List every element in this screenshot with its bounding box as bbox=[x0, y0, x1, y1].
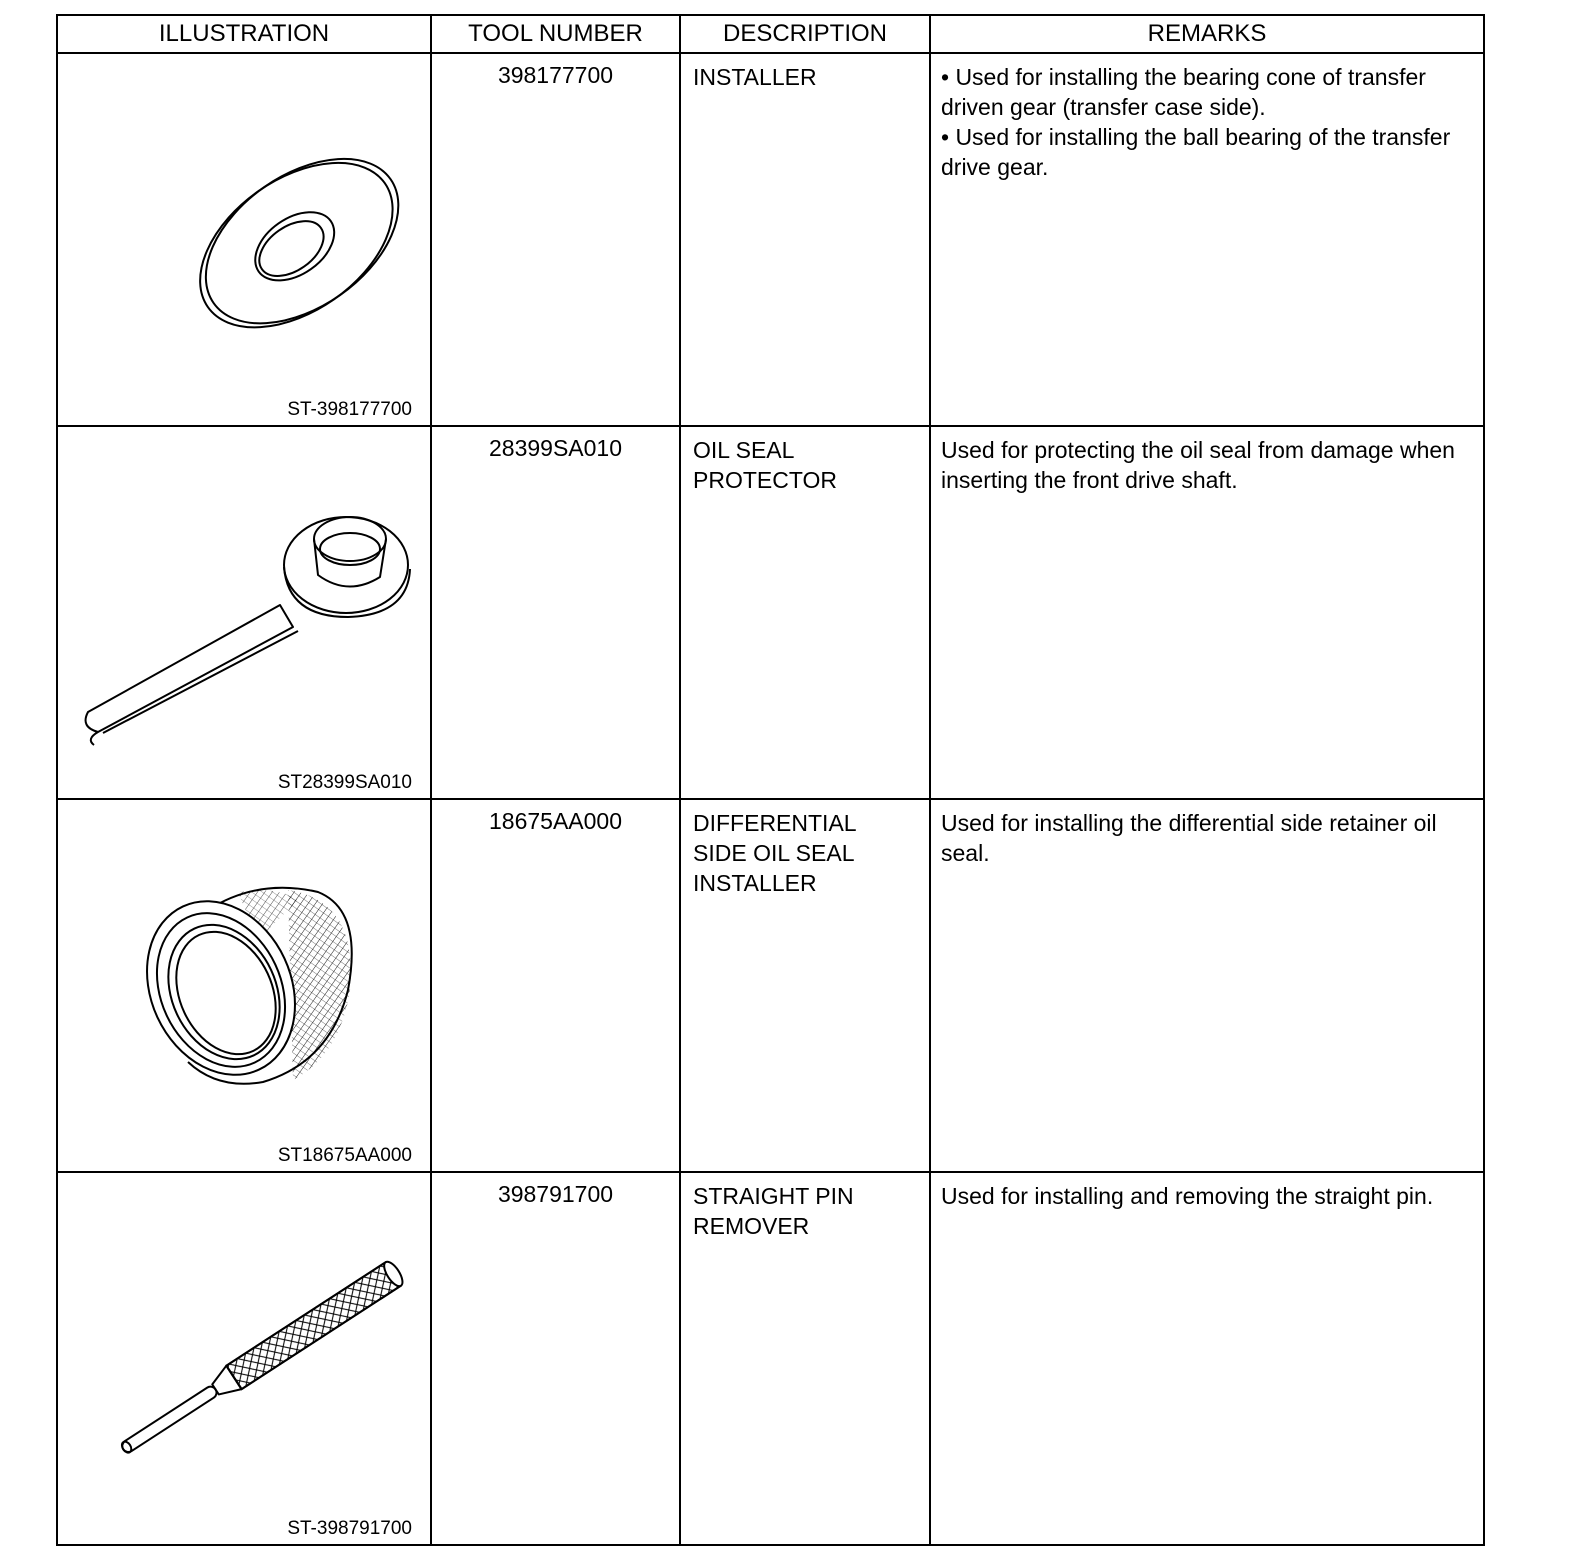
description-cell bbox=[680, 1172, 930, 1545]
tool-number: 18675AA000 bbox=[431, 799, 680, 1172]
illustration-code: ST-398791700 bbox=[287, 1518, 412, 1539]
illustration-cell bbox=[57, 1172, 431, 1545]
table-row bbox=[57, 1172, 1484, 1545]
pin-punch-icon bbox=[58, 1173, 432, 1536]
illustration-cell bbox=[57, 53, 431, 426]
header-row bbox=[57, 15, 1484, 53]
remark-item: Used for installing the differential side retainer oil seal. bbox=[941, 810, 1437, 866]
description-line: PROTECTOR bbox=[693, 467, 837, 493]
oil-seal-protector-icon bbox=[58, 427, 432, 790]
description-line: INSTALLER bbox=[693, 870, 817, 896]
description-line: SIDE OIL SEAL bbox=[693, 840, 855, 866]
description-line: DIFFERENTIAL bbox=[693, 810, 857, 836]
description-cell bbox=[680, 53, 930, 426]
remark-item: • Used for installing the bearing cone of transfer driven gear (transfer case side). bbox=[941, 64, 1426, 120]
description-line: REMOVER bbox=[693, 1213, 810, 1239]
remark-item: Used for protecting the oil seal from damage when inserting the front drive shaft. bbox=[941, 437, 1455, 493]
header-remarks: REMARKS bbox=[930, 15, 1484, 53]
table-row bbox=[57, 799, 1484, 1172]
description-line: INSTALLER bbox=[693, 64, 817, 90]
knurled-seal-installer-icon bbox=[58, 800, 432, 1163]
table-row bbox=[57, 53, 1484, 426]
description-line: STRAIGHT PIN bbox=[693, 1183, 854, 1209]
tool-number: 398177700 bbox=[431, 53, 680, 426]
tool-number: 398791700 bbox=[431, 1172, 680, 1545]
description-cell bbox=[680, 426, 930, 799]
table-row bbox=[57, 426, 1484, 799]
illustration-cell bbox=[57, 799, 431, 1172]
remarks-cell bbox=[930, 799, 1484, 1172]
remarks-cell bbox=[930, 426, 1484, 799]
remarks-cell bbox=[930, 53, 1484, 426]
remark-item: Used for installing and removing the straight pin. bbox=[941, 1183, 1434, 1209]
header-tool-number: TOOL NUMBER bbox=[431, 15, 680, 53]
illustration-code: ST18675AA000 bbox=[277, 1145, 412, 1166]
illustration-code: ST28399SA010 bbox=[277, 772, 412, 793]
remarks-cell bbox=[930, 1172, 1484, 1545]
header-illustration: ILLUSTRATION bbox=[57, 15, 431, 53]
illustration-code: ST-398177700 bbox=[287, 399, 412, 420]
special-tools-table bbox=[56, 14, 1485, 1546]
header-description: DESCRIPTION bbox=[680, 15, 930, 53]
remark-item: • Used for installing the ball bearing of the transfer drive gear. bbox=[941, 124, 1451, 180]
tool-number: 28399SA010 bbox=[431, 426, 680, 799]
description-cell bbox=[680, 799, 930, 1172]
illustration-cell bbox=[57, 426, 431, 799]
installer-disc-icon bbox=[58, 54, 432, 417]
description-line: OIL SEAL bbox=[693, 437, 795, 463]
